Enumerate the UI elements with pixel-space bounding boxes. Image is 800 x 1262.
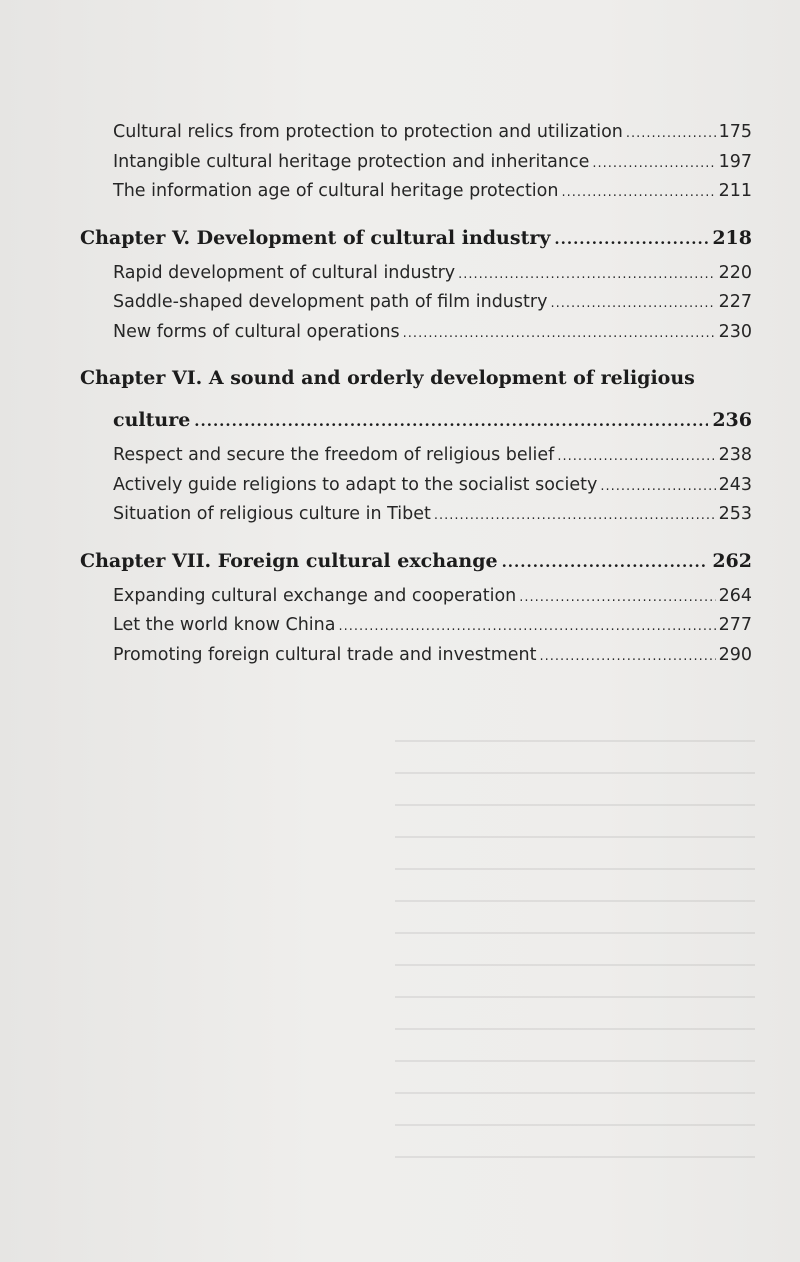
entry-title: Expanding cultural exchange and cooperation	[113, 585, 517, 606]
toc-entry	[113, 500, 752, 530]
chapter-page: 262	[712, 549, 752, 572]
entry-page: 290	[718, 644, 752, 665]
entry-title: Saddle-shaped development path of film industry	[113, 292, 548, 312]
chapter-page: 236	[712, 409, 752, 431]
dot-leader	[338, 612, 715, 642]
entry-page: 230	[718, 321, 752, 342]
dot-leader	[550, 289, 715, 319]
entry-title: Respect and secure the freedom of religious belief	[113, 445, 555, 465]
dot-leader	[557, 442, 715, 472]
dot-leader	[600, 472, 715, 502]
toc-entry	[113, 259, 752, 289]
entry-page: 197	[718, 151, 752, 172]
dot-leader	[403, 319, 716, 349]
chapter-title: Chapter VII. Foreign cultural exchange	[80, 549, 498, 572]
chapter-page: 218	[712, 226, 752, 249]
chapter-title-continuation	[113, 399, 752, 441]
dot-leader	[626, 119, 716, 149]
spacer	[80, 530, 752, 540]
entry-title: Let the world know China	[113, 615, 336, 635]
entry-title: New forms of cultural operations	[113, 321, 400, 342]
show-through-text	[395, 740, 755, 1180]
entry-title: Situation of religious culture in Tibet	[113, 504, 431, 524]
entry-page: 253	[718, 504, 752, 524]
dot-leader	[502, 541, 709, 583]
dot-leader	[554, 218, 708, 260]
entry-title: The information age of cultural heritage protection	[113, 181, 559, 201]
spacer	[80, 207, 752, 217]
chapter-heading	[80, 357, 752, 441]
entry-title: Intangible cultural heritage protection and inheritance	[113, 151, 590, 172]
entry-page: 211	[718, 181, 752, 201]
entry-title: Promoting foreign cultural trade and investment	[113, 644, 537, 665]
dot-leader	[539, 642, 715, 672]
dot-leader	[458, 260, 715, 290]
entry-page: 277	[718, 615, 752, 635]
table-of-contents	[80, 118, 752, 670]
dot-leader	[194, 400, 708, 442]
toc-entry	[113, 582, 752, 612]
entry-page: 175	[718, 122, 752, 142]
toc-entry	[113, 471, 752, 501]
dot-leader	[519, 583, 715, 613]
toc-entry	[113, 441, 752, 471]
chapter-heading	[80, 217, 752, 259]
chapter-heading	[80, 540, 752, 582]
chapter-title: Chapter V. Development of cultural industry	[80, 226, 551, 249]
entry-page: 227	[718, 292, 752, 312]
entry-page: 243	[718, 474, 752, 495]
chapter-title-line2: culture	[113, 409, 191, 431]
toc-entry	[113, 177, 752, 207]
entry-title: Actively guide religions to adapt to the socialist society	[113, 474, 598, 495]
entry-page: 220	[718, 262, 752, 283]
entry-page: 238	[718, 445, 752, 465]
toc-entry	[113, 318, 752, 348]
toc-entry	[113, 611, 752, 641]
toc-entry	[113, 288, 752, 318]
chapter-title: Chapter VI. A sound and orderly development of religious	[80, 367, 695, 389]
spacer	[80, 347, 752, 357]
entry-title: Rapid development of cultural industry	[113, 262, 456, 283]
toc-entry	[113, 118, 752, 148]
dot-leader	[434, 501, 716, 531]
toc-entry	[113, 641, 752, 671]
toc-entry	[113, 148, 752, 178]
entry-title: Cultural relics from protection to protection and utilization	[113, 122, 623, 142]
entry-page: 264	[718, 585, 752, 606]
dot-leader	[561, 178, 715, 208]
dot-leader	[592, 149, 715, 179]
